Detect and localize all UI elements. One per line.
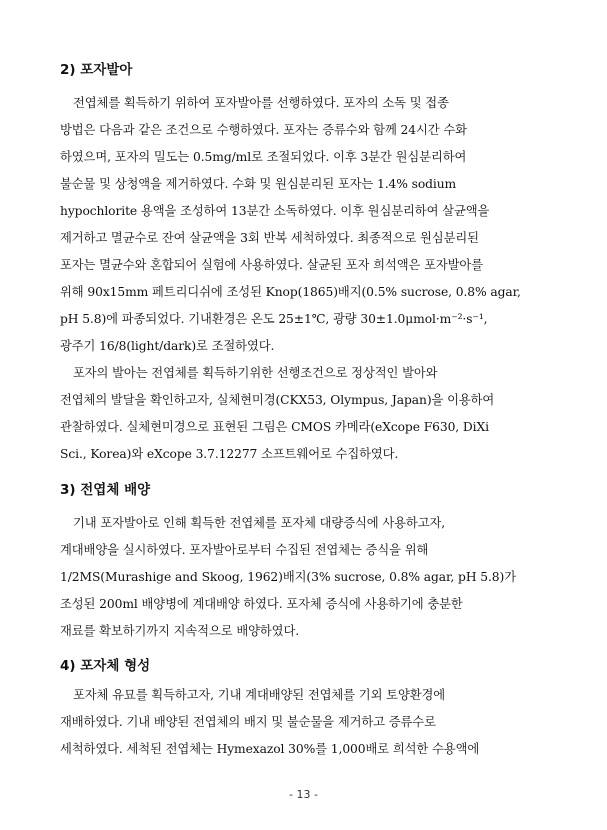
section-sporophyte-formation	[60, 656, 560, 763]
text-line: 불순물 및 상청액을 제거하였다. 수화 및 원심분리된 포자는 1.4% sodium	[60, 177, 457, 191]
text-line: 제거하고 멸균수로 잔여 살균액을 3회 반복 세척하였다. 최종적으로 원심분리된	[60, 231, 479, 245]
text-line: 광주기 16/8(light/dark)로 조절하였다.	[60, 339, 275, 353]
page-number: - 13 -	[289, 788, 318, 801]
text-line: 포자체 유묘를 획득하고자, 기내 계대배양된 전엽체를 기외 토양환경에	[73, 688, 446, 702]
text-line: 위해 90x15mm 페트리디쉬에 조성된 Knop(1865)배지(0.5% sucrose, 0.8% agar,	[60, 285, 521, 299]
section-prothallus-culture	[60, 480, 560, 645]
text-line: 세척하였다. 세척된 전엽체는 Hymexazol 30%를 1,000배로 희석한 수용액에	[60, 742, 480, 756]
text-line: 재료를 확보하기까지 지속적으로 배양하였다.	[60, 624, 300, 638]
text-line: 계대배양을 실시하였다. 포자발아로부터 수집된 전엽체는 증식을 위해	[60, 543, 429, 557]
section-heading: 3) 전엽체 배양	[60, 482, 151, 498]
section-spore-germination	[60, 60, 560, 468]
text-line: pH 5.8)에 파종되었다. 기내환경은 온도 25±1℃, 광량 30±1.0μmol·m⁻²·s⁻¹,	[60, 312, 488, 326]
text-line: 하였으며, 포자의 밀도는 0.5mg/ml로 조절되었다. 이후 3분간 원심분리하여	[60, 150, 467, 164]
paragraph	[60, 360, 560, 468]
text-line: 포자의 발아는 전엽체를 획득하기위한 선행조건으로 정상적인 발아와	[73, 366, 438, 380]
text-line: 전엽체의 발달을 확인하고자, 실체현미경(CKX53, Olympus, Japan)을 이용하여	[60, 393, 495, 407]
text-line: 조성된 200ml 배양병에 계대배양 하였다. 포자체 증식에 사용하기에 충분한	[60, 597, 463, 611]
text-line: Sci., Korea)와 eXcope 3.7.12277 소프트웨어로 수집하였다.	[60, 447, 399, 461]
section-heading: 2) 포자발아	[60, 62, 133, 78]
text-line: 기내 포자발아로 인해 획득한 전엽체를 포자체 대량증식에 사용하고자,	[73, 516, 446, 530]
text-line: 재배하였다. 기내 배양된 전엽체의 배지 및 불순물을 제거하고 증류수로	[60, 715, 436, 729]
text-line: 포자는 멸균수와 혼합되어 실험에 사용하였다. 살균된 포자 희석액은 포자발아를	[60, 258, 483, 272]
text-line: 1/2MS(Murashige and Skoog, 1962)배지(3% sucrose, 0.8% agar, pH 5.8)가	[60, 570, 516, 584]
text-line: hypochlorite 용액을 조성하여 13분간 소독하였다. 이후 원심분리하여 살균액을	[60, 204, 490, 218]
paragraph	[60, 90, 560, 360]
text-line: 방법은 다음과 같은 조건으로 수행하였다. 포자는 증류수와 함께 24시간 수화	[60, 123, 467, 137]
text-line: 전엽체를 획득하기 위하여 포자발아를 선행하였다. 포자의 소독 및 접종	[73, 96, 449, 110]
paragraph	[60, 682, 560, 763]
paragraph	[60, 510, 560, 645]
section-heading: 4) 포자체 형성	[60, 658, 151, 674]
text-line: 관찰하였다. 실체현미경으로 표현된 그림은 CMOS 카메라(eXcope F630, DiXi	[60, 420, 489, 434]
